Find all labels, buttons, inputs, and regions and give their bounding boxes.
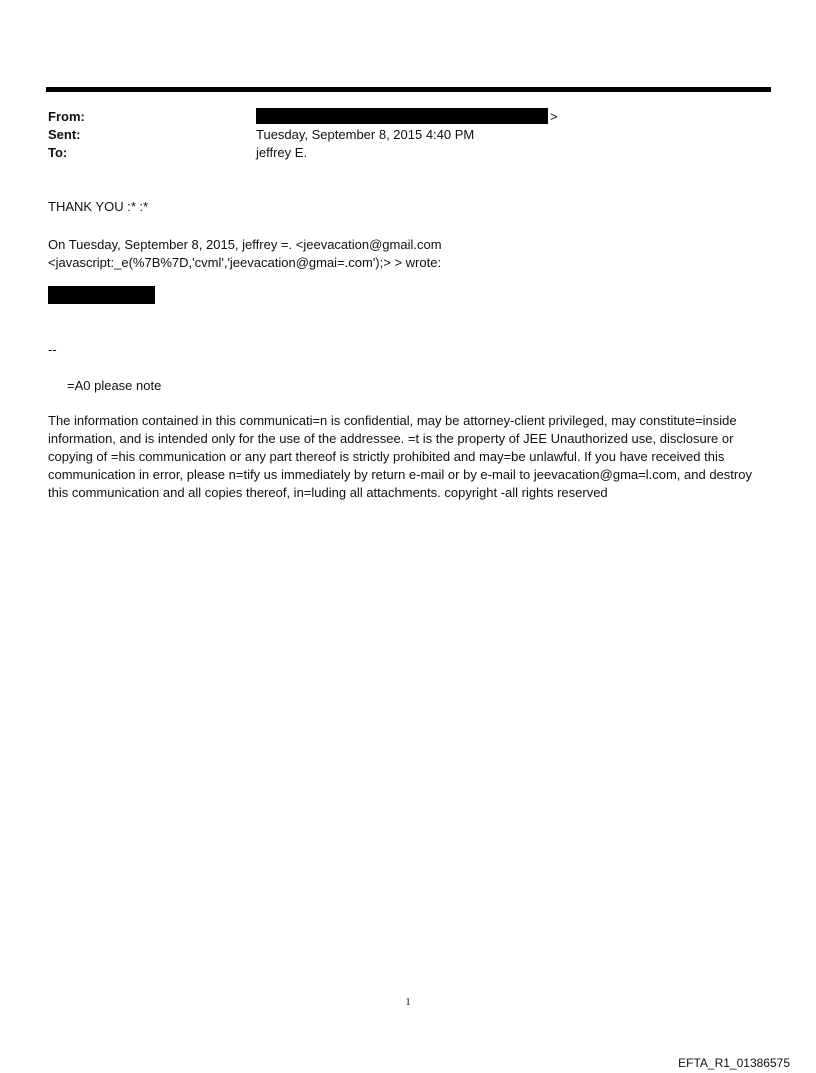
disclaimer-paragraph: The information contained in this communicati=n is confidential, may be attorney-client privileged, may constitute=inside information, and is intended only for the use of the addressee. =t is the property of JEE Unauthorized use, disclosure or copying of =his communication or any part thereof is strictly prohibited and may=be unlawful. If you have received this communication in error, please n=tify us immediately by return e-mail or by e-mail to jeevacation@gma=l.com, and destroy this communication and all copies thereof, in=luding all attachments. copyright -all rights reserved xyxy=(48,413,752,500)
quote-line-1: On Tuesday, September 8, 2015, jeffrey =. <jeevacation@gmail.com xyxy=(48,237,442,252)
redaction-box-signature xyxy=(48,286,155,304)
to-label: To: xyxy=(48,145,68,160)
redaction-box-from xyxy=(256,108,548,124)
email-header xyxy=(48,108,768,162)
to-row xyxy=(48,144,768,162)
greeting-text: THANK YOU :* :* xyxy=(48,199,149,214)
signature-separator: -- xyxy=(48,342,57,357)
sent-label: Sent: xyxy=(48,127,81,142)
quoted-header xyxy=(48,236,768,272)
sent-value: Tuesday, September 8, 2015 4:40 PM xyxy=(256,127,475,142)
header-rule xyxy=(46,87,771,92)
document-id: EFTA_R1_01386575 xyxy=(678,1056,790,1070)
from-suffix: > xyxy=(550,109,558,124)
quote-line-2: <javascript:_e(%7B%7D,'cvml','jeevacation@gmai=.com');> > wrote: xyxy=(48,255,442,270)
page-number: 1 xyxy=(405,996,411,1008)
from-row xyxy=(48,108,768,126)
sent-row xyxy=(48,126,768,144)
from-value xyxy=(256,108,768,126)
please-note-text: =A0 please note xyxy=(67,378,162,393)
from-label: From: xyxy=(48,109,85,124)
to-value: jeffrey E. xyxy=(256,145,308,160)
